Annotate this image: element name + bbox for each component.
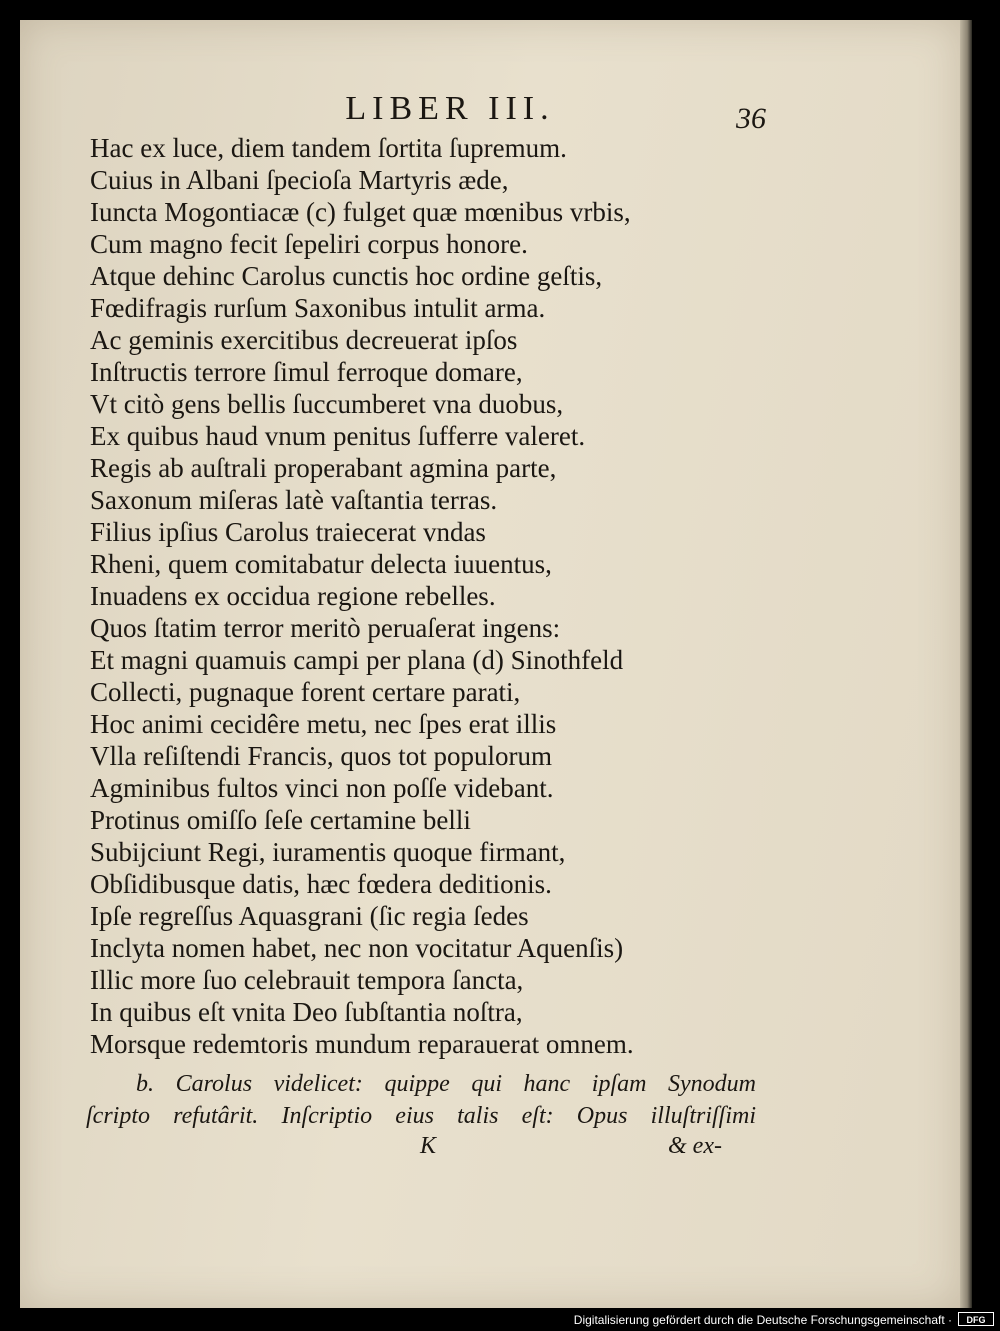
- verse-line: Protinus omiſſo ſeſe certamine belli: [90, 805, 471, 835]
- book-page: [20, 20, 960, 1308]
- verse-line: Cum magno fecit ſepeliri corpus honore.: [90, 229, 528, 259]
- dfg-logo-icon: DFG: [958, 1312, 994, 1326]
- catchword: & ex-: [668, 1133, 722, 1159]
- verse-line: Inſtructis terrore ſimul ferroque domare,: [90, 357, 523, 387]
- catchline: [20, 1130, 760, 1162]
- verse-line: In quibus eſt vnita Deo ſubſtantia noſtra,: [90, 997, 523, 1027]
- verse-line: Fœdifragis rurſum Saxonibus intulit arma.: [90, 293, 546, 323]
- footnote-line: ſcripto refutârit. Inſcriptio eius talis eſt: Opus illuſtriſſimi: [86, 1103, 756, 1129]
- verse-text: [90, 132, 750, 1060]
- verse-line: Cuius in Albani ſpecioſa Martyris æde,: [90, 165, 509, 195]
- verse-line: Morsque redemtoris mundum reparauerat omnem.: [90, 1029, 634, 1059]
- verse-line: Obſidibusque datis, hæc fœdera deditionis.: [90, 869, 552, 899]
- verse-line: Ipſe regreſſus Aquasgrani (ſic regia ſedes: [90, 901, 529, 931]
- digitization-credit-bar: [0, 1308, 1000, 1331]
- verse-line: Inuadens ex occidua regione rebelles.: [90, 581, 496, 611]
- verse-line: Hac ex luce, diem tandem ſortita ſupremum.: [90, 133, 567, 163]
- verse-line: Regis ab auſtrali properabant agmina parte,: [90, 453, 557, 483]
- verse-line: Filius ipſius Carolus traiecerat vndas: [90, 517, 486, 547]
- verse-line: Saxonum miſeras latè vaſtantia terras.: [90, 485, 498, 515]
- verse-line: Et magni quamuis campi per plana (d) Sinothfeld: [90, 645, 624, 675]
- verse-line: Vlla reſiſtendi Francis, quos tot populorum: [90, 741, 552, 771]
- credit-text: Digitalisierung gefördert durch die Deutsche Forschungsgemeinschaft ·: [573, 1313, 952, 1327]
- signature-mark: K: [420, 1133, 437, 1159]
- page-number: 36: [736, 102, 766, 135]
- verse-line: Agminibus fultos vinci non poſſe videbant.: [90, 773, 554, 803]
- verse-line: Hoc animi cecidêre metu, nec ſpes erat illis: [90, 709, 557, 739]
- verse-line: Vt citò gens bellis ſuccumberet vna duobus,: [90, 389, 564, 419]
- verse-line: Quos ſtatim terror meritò peruaſerat ingens:: [90, 613, 561, 643]
- verse-line: Inclyta nomen habet, nec non vocitatur Aquenſis): [90, 933, 624, 963]
- verse-line: Ex quibus haud vnum penitus ſufferre valeret.: [90, 421, 586, 451]
- verse-line: Subijciunt Regi, iuramentis quoque firmant,: [90, 837, 566, 867]
- footnote-line: b. Carolus videlicet: quippe qui hanc ipſam Synodum: [136, 1071, 756, 1097]
- running-head: LIBER III.: [345, 90, 555, 127]
- verse-line: Iuncta Mogontiacæ (c) fulget quæ mœnibus vrbis,: [90, 197, 631, 227]
- verse-line: Rheni, quem comitabatur delecta iuuentus,: [90, 549, 552, 579]
- page-edge-shadow: [960, 20, 972, 1308]
- verse-line: Ac geminis exercitibus decreuerat ipſos: [90, 325, 518, 355]
- verse-line: Collecti, pugnaque forent certare parati,: [90, 677, 521, 707]
- verse-line: Atque dehinc Carolus cunctis hoc ordine geſtis,: [90, 261, 603, 291]
- verse-line: Illic more ſuo celebrauit tempora ſancta,: [90, 965, 524, 995]
- footnote: [86, 1068, 756, 1132]
